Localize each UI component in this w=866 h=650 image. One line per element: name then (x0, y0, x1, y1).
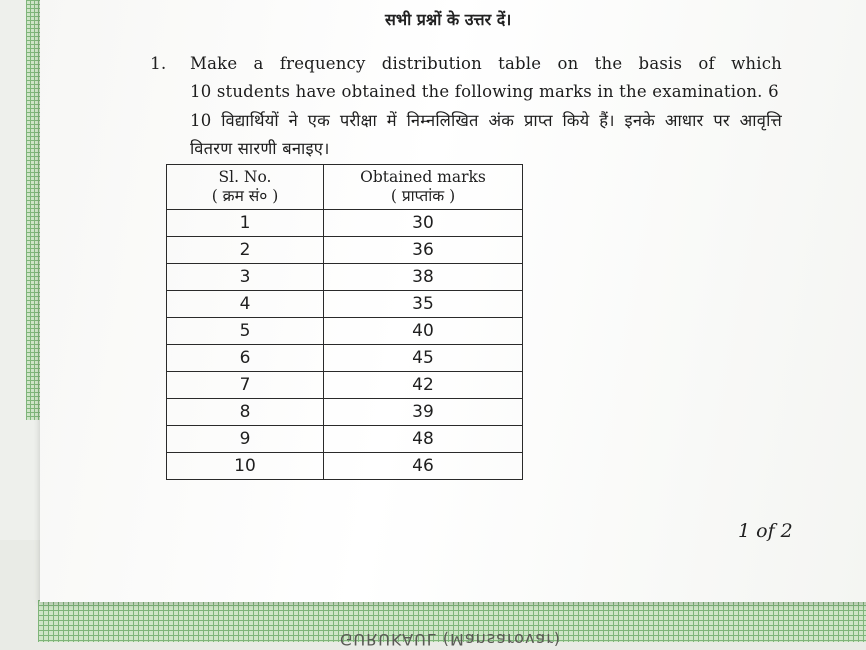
page-number: 1 of 2 (738, 520, 793, 542)
graph-paper-strip (26, 0, 40, 420)
marks-cell: 45 (324, 345, 523, 372)
header-obtained-marks-en: Obtained marks (360, 168, 486, 186)
marks-cell: 46 (324, 453, 523, 480)
header-sl-no (167, 165, 324, 210)
header-sl-no-en: Sl. No. (218, 168, 272, 186)
table-row (167, 426, 523, 453)
marks-cell: 48 (324, 426, 523, 453)
table-row (167, 210, 523, 237)
header-sl-no-hi: ( क्रम सं० ) (211, 187, 279, 205)
sl-no-cell: 8 (167, 399, 324, 426)
marks-cell: 40 (324, 318, 523, 345)
question-line-2: 10 students have obtained the following marks in the examination. 6 (190, 82, 779, 101)
table-row (167, 237, 523, 264)
table-row (167, 318, 523, 345)
table-header-row (167, 165, 523, 210)
sl-no-cell: 4 (167, 291, 324, 318)
header-obtained-marks-hi: ( प्राप्तांक ) (390, 187, 456, 205)
header-obtained-marks (324, 165, 523, 210)
sl-no-cell: 1 (167, 210, 324, 237)
marks-table (166, 164, 523, 480)
table-row (167, 291, 523, 318)
sl-no-cell: 10 (167, 453, 324, 480)
table-row (167, 453, 523, 480)
marks-cell: 35 (324, 291, 523, 318)
mirrored-footer-text: GURUKAUL (Mansarovar) (340, 630, 562, 649)
sl-no-cell: 7 (167, 372, 324, 399)
question-line-4: वितरण सारणी बनाइए। (190, 139, 330, 158)
question-line-1: Make a frequency distribution table on the basis of which (190, 54, 782, 73)
sl-no-cell: 5 (167, 318, 324, 345)
marks-cell: 42 (324, 372, 523, 399)
table-row (167, 372, 523, 399)
question-number: 1. (150, 54, 167, 74)
question-line-3: 10 विद्यार्थियों ने एक परीक्षा में निम्नलिखित अंक प्राप्त किये हैं। इनके आधार पर आवृत्ति (190, 111, 782, 130)
sl-no-cell: 2 (167, 237, 324, 264)
marks-cell: 38 (324, 264, 523, 291)
table-row (167, 264, 523, 291)
marks-cell: 39 (324, 399, 523, 426)
instruction-heading: सभी प्रश्नों के उत्तर दें। (385, 10, 512, 29)
sl-no-cell: 3 (167, 264, 324, 291)
sl-no-cell: 9 (167, 426, 324, 453)
table-row (167, 399, 523, 426)
marks-cell: 30 (324, 210, 523, 237)
marks-cell: 36 (324, 237, 523, 264)
sl-no-cell: 6 (167, 345, 324, 372)
table-row (167, 345, 523, 372)
